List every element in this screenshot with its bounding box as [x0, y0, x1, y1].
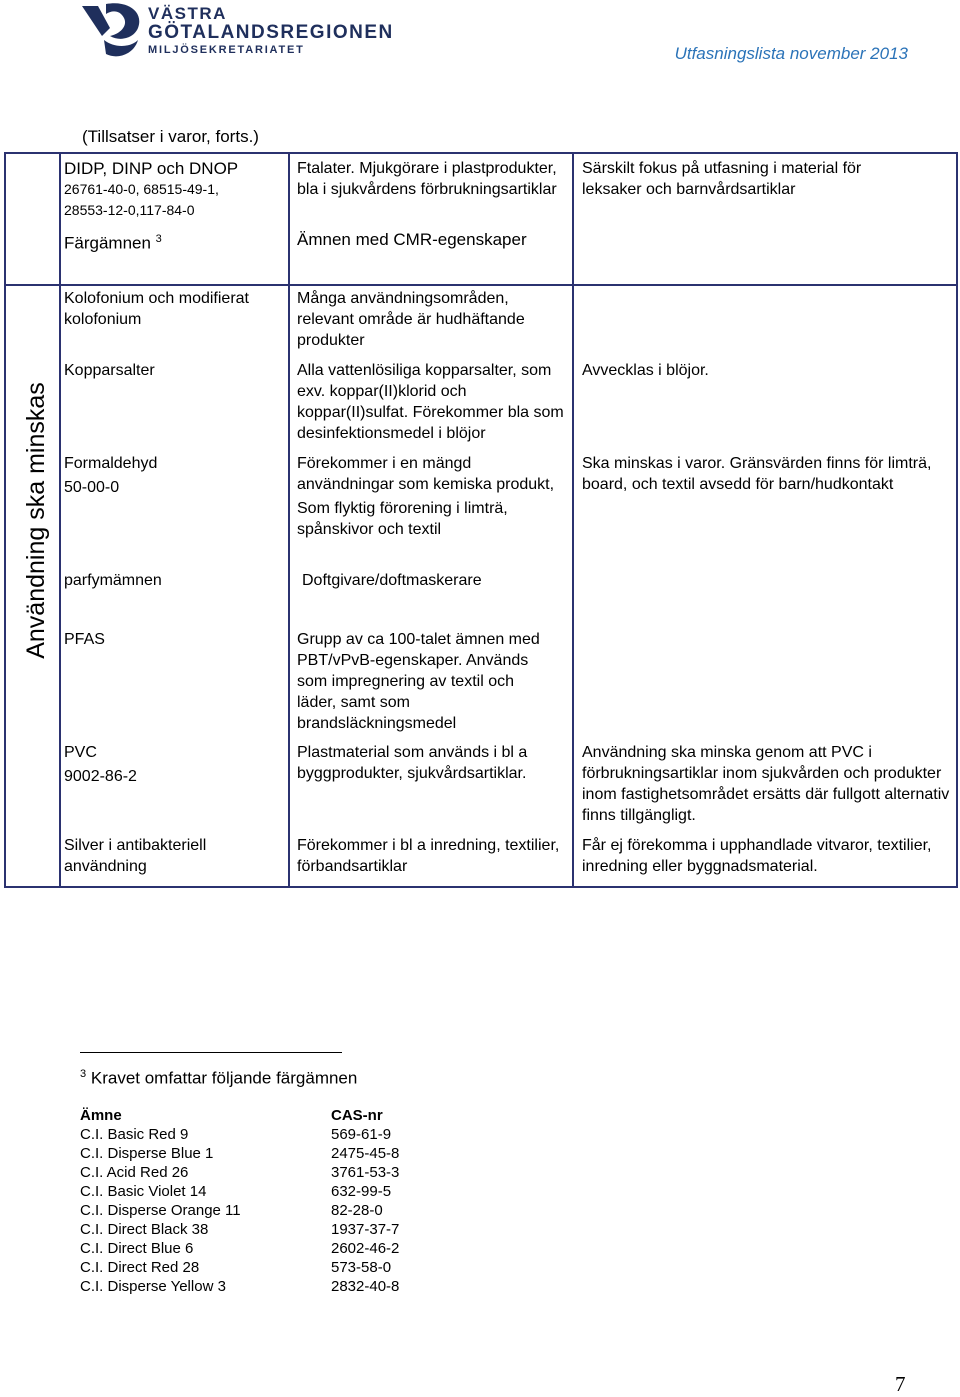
dye-name: C.I. Basic Red 9 — [80, 1126, 189, 1143]
footnote-label: Kravet omfattar följande färgämnen — [90, 1068, 358, 1088]
dye-cas: 573-58-0 — [331, 1259, 392, 1276]
table-row-silver-use: Förekommer i bl a inredning, textilier, förbandsartiklar — [297, 837, 560, 875]
table-row — [80, 1144, 399, 1163]
dye-name: C.I. Direct Blue 6 — [80, 1240, 194, 1257]
table-row — [80, 1163, 399, 1182]
substance-name: DIDP, DINP och DNOP — [64, 159, 239, 178]
side-label-text: Användning ska minskas — [21, 381, 50, 659]
column-header-cas: CAS-nr — [331, 1107, 383, 1124]
footnote-text — [80, 1068, 357, 1089]
dye-name: C.I. Direct Black 38 — [80, 1221, 209, 1238]
column-divider — [572, 154, 574, 886]
table-row — [80, 1239, 399, 1258]
dye-cas: 2832-40-8 — [331, 1278, 400, 1295]
dye-cas: 632-99-5 — [331, 1183, 392, 1200]
dye-name: C.I. Disperse Yellow 3 — [80, 1278, 226, 1295]
table-row — [80, 1201, 399, 1220]
use-text: Förekommer i en mängd användningar som kemiska produkt, — [297, 455, 555, 493]
table-row-pfas-substance: PFAS — [64, 631, 105, 648]
footnote-separator — [80, 1052, 342, 1053]
page-number: 7 — [895, 1372, 906, 1396]
column-header-substance: Ämne — [80, 1107, 122, 1124]
table-row — [80, 1182, 399, 1201]
table-row-silver-comment: Får ej förekomma i upphandlade vitvaror, textilier, inredning eller byggnadsmaterial. — [582, 837, 932, 875]
table-row — [80, 1125, 399, 1144]
document-title: Utfasningslista november 2013 — [674, 44, 908, 63]
table-row-dinp-comment: Särskilt fokus på utfasning i material för leksaker och barnvårdsartiklar — [582, 160, 862, 198]
cas-number: 9002-86-2 — [64, 768, 137, 785]
dye-list-table — [80, 1106, 399, 1296]
cas-number: 50-00-0 — [64, 479, 120, 496]
dye-name: C.I. Basic Violet 14 — [80, 1183, 207, 1200]
dye-name: C.I. Disperse Blue 1 — [80, 1145, 214, 1162]
footnote-ref: 3 — [155, 233, 162, 245]
dye-cas: 2475-45-8 — [331, 1145, 400, 1162]
table-row-pvc-use: Plastmaterial som används i bl a byggprodukter, sjukvårdsartiklar. — [297, 744, 528, 782]
table-row-formaldehyde-use — [297, 453, 567, 540]
table-row-copper-comment: Avvecklas i blöjor. — [582, 362, 709, 379]
dye-cas: 569-61-9 — [331, 1126, 392, 1143]
table-row-dinp-substance — [64, 158, 279, 221]
table-row-dyes-use: Ämnen med CMR-egenskaper — [297, 230, 527, 249]
table-row-dyes-substance — [64, 229, 279, 254]
table-row-formaldehyde-substance — [64, 453, 279, 498]
table-row-colophony-use: Många användningsområden, relevant område är hudhäftande produkter — [297, 290, 525, 349]
table-row-pfas-use: Grupp av ca 100-talet ämnen med PBT/vPvB-egenskaper. Används som impregnering av textil och läder, samt som brandsläckningsmedel — [297, 631, 540, 732]
dye-name: C.I. Direct Red 28 — [80, 1259, 200, 1276]
use-text-2: Som flyktig förorening i limträ, spånskivor och textil — [297, 500, 508, 538]
dye-cas: 3761-53-3 — [331, 1164, 400, 1181]
table-row — [80, 1277, 399, 1296]
table-row-formaldehyde-comment: Ska minskas i varor. Gränsvärden finns för limträ, board, och textil avsedd för barn/hudkontakt — [582, 455, 932, 493]
substance-name: Färgämnen — [64, 233, 151, 253]
row-divider — [6, 284, 956, 286]
dye-cas: 82-28-0 — [331, 1202, 383, 1219]
table-row — [80, 1220, 399, 1239]
dye-name: C.I. Disperse Orange 11 — [80, 1202, 241, 1219]
table-row-copper-use: Alla vattenlösiliga kopparsalter, som exv. koppar(II)klorid och koppar(II)sulfat. Förekommer bla som desinfektionsmedel i blöjor — [297, 362, 564, 442]
table-row-colophony-substance: Kolofonium och modifierat kolofonium — [64, 290, 249, 328]
dye-cas: 2602-46-2 — [331, 1240, 400, 1257]
table-row-pvc-substance — [64, 742, 279, 787]
cas-number: 28553-12-0,117-84-0 — [64, 202, 195, 218]
table-row-perfume-substance: parfymämnen — [64, 572, 162, 589]
logo-line-2: GÖTALANDSREGIONEN — [148, 22, 394, 43]
column-divider — [288, 154, 290, 886]
dye-cas: 1937-37-7 — [331, 1221, 400, 1238]
table-row-pvc-comment: Användning ska minska genom att PVC i förbrukningsartiklar inom sjukvården och produkter inom fastighetsområdet ersätts där fullgott alternativ finns tillgängligt. — [582, 744, 950, 824]
cas-number: 26761-40-0, 68515-49-1, — [64, 181, 219, 197]
substance-name: PVC — [64, 744, 97, 761]
table-row-perfume-use: Doftgivare/doftmaskerare — [302, 572, 482, 589]
logo-line-3: MILJÖSEKRETARIATET — [148, 44, 305, 56]
dye-name: C.I. Acid Red 26 — [80, 1164, 189, 1181]
table-row — [80, 1258, 399, 1277]
section-intro: (Tillsatser i varor, forts.) — [82, 127, 259, 146]
logo-line-1: VÄSTRA — [148, 4, 227, 23]
footnote-number: 3 — [80, 1068, 87, 1080]
table-row-copper-substance: Kopparsalter — [64, 362, 155, 379]
dye-list-header — [80, 1106, 399, 1125]
substance-name: Formaldehyd — [64, 455, 158, 472]
table-row-silver-substance: Silver i antibakteriell användning — [64, 837, 207, 875]
side-label — [12, 360, 60, 680]
table-row-dinp-use: Ftalater. Mjukgörare i plastprodukter, bla i sjukvårdens förbrukningsartiklar — [297, 160, 557, 198]
